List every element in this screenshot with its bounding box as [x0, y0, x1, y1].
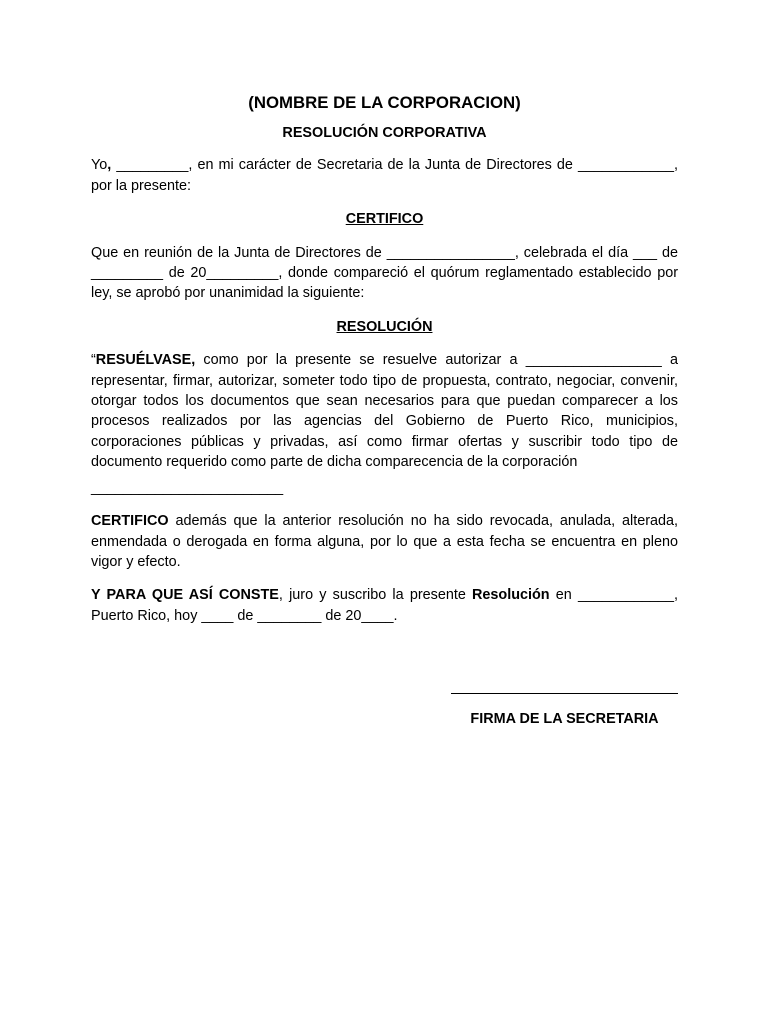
signature-block	[451, 680, 678, 727]
closing-mid: , juro y suscribo la presente	[278, 587, 473, 604]
meeting-paragraph: Que en reunión de la Junta de Directores de ________________, celebrada el día ___ de _________ de 20_________, donde compareció el quórum reglamentado establecido por ley, se aprobó por unanimidad la siguiente:	[91, 244, 678, 302]
intro-body: _________, en mi carácter de Secretaria de la Junta de Directores de ____________, por la presente:	[91, 157, 678, 194]
document-subtitle: RESOLUCIÓN CORPORATIVA	[282, 125, 487, 141]
resolution-body: como por la presente se resuelve autorizar a _________________ a representar, firmar, autorizar, someter todo tipo de propuesta, contrato, negociar, convenir, otorgar todos los documentos que sean necesarios para que puedan comparecer a los procesos realizados por las agencias del Gobierno de Puerto Rico, municipios, corporaciones públicas y privadas, así como firmar ofertas y suscribir todo tipo de documento requerido como parte de dicha comparecencia de la corporación	[91, 352, 678, 471]
closing-end: en ____________, Puerto Rico, hoy ____ de ________ de 20____.	[91, 587, 679, 624]
intro-prefix: Yo	[91, 157, 108, 174]
intro-comma: ,	[107, 157, 112, 174]
signature-line	[451, 693, 678, 694]
document-body	[91, 92, 678, 639]
closing-keyword: Y PARA QUE ASÍ CONSTE	[91, 587, 279, 604]
certifico-heading: CERTIFICO	[345, 211, 424, 228]
certification-keyword: CERTIFICO	[91, 513, 169, 530]
certification-paragraph	[91, 511, 678, 572]
signature-label: FIRMA DE LA SECRETARIA	[470, 711, 659, 727]
resolution-keyword: RESUÉLVASE,	[95, 352, 196, 369]
corporation-name-title: (NOMBRE DE LA CORPORACION)	[248, 93, 521, 112]
closing-paragraph	[91, 585, 678, 626]
resolution-paragraph	[91, 350, 678, 472]
closing-resolution-word: Resolución	[472, 587, 550, 604]
resolution-trailing-blank: ________________________	[91, 479, 284, 496]
resolution-open-quote: “	[91, 352, 96, 369]
resolucion-heading: RESOLUCIÓN	[336, 318, 433, 335]
certification-body: además que la anterior resolución no ha sido revocada, anulada, alterada, enmendada o derogada en forma alguna, por lo que a esta fecha se encuentra en pleno vigor y efecto.	[91, 513, 678, 570]
intro-paragraph	[91, 155, 678, 196]
